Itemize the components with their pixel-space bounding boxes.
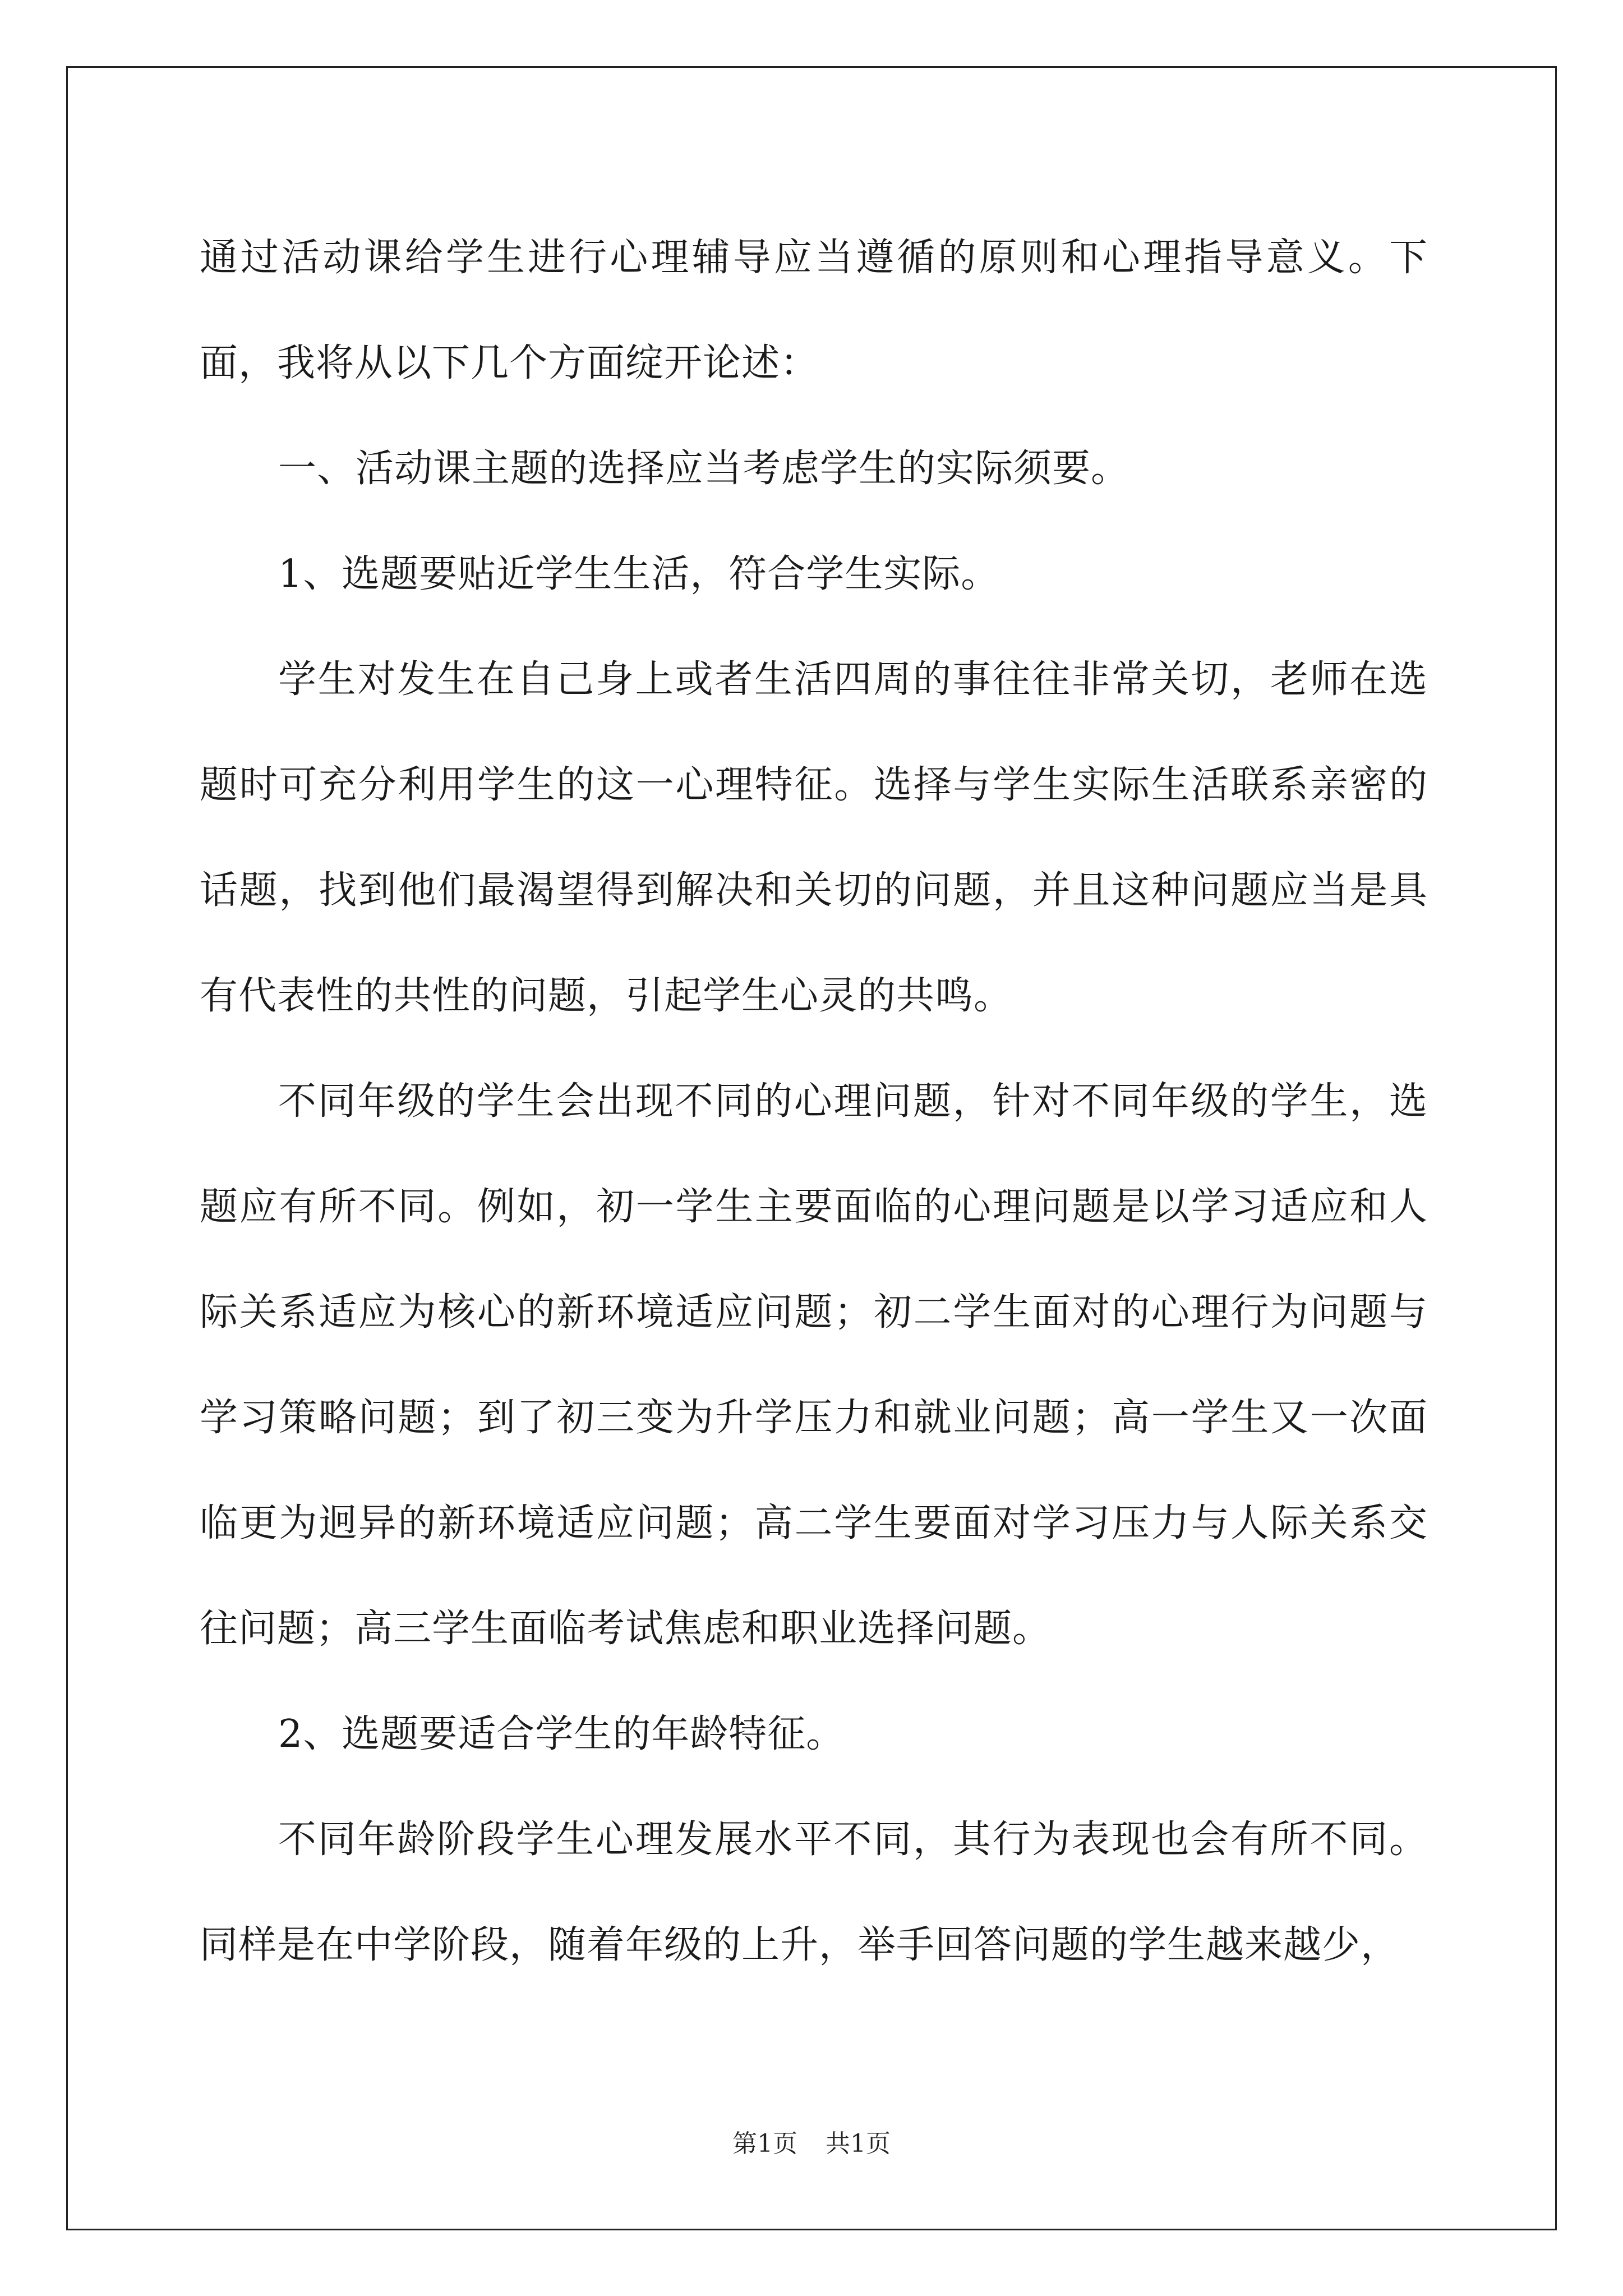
subheading-point-two: 2、选题要适合学生的年龄特征。 [278, 1712, 845, 1756]
page-total: 共1页 [826, 2129, 891, 2158]
paragraph-intro: 通过活动课给学生进行心理辅导应当遵循的原则和心理指导意义。下面，我将从以下几个方面绽开论述： [200, 236, 1428, 385]
paragraph-body: 不同年龄阶段学生心理发展水平不同，其行为表现也会有所不同。同样是在中学阶段，随着年级的上升，举手回答问题的学生越来越少， [200, 1818, 1428, 1967]
paragraph-body: 不同年级的学生会出现不同的心理问题，针对不同年级的学生，选题应有所不同。例如，初一学生主要面临的心理问题是以学习适应和人际关系适应为核心的新环境适应问题；初二学生面对的心理行为问题与学习策略问题；到了初三变为升学压力和就业问题；高一学生又一次面临更为迥异的新环境适应问题；高二学生要面对学习压力与人际关系交往问题；高三学生面临考试焦虑和职业选择问题。 [200, 1079, 1428, 1651]
heading-section-one: 一、活动课主题的选择应当考虑学生的实际须要。 [278, 447, 1130, 491]
page-number: 第1页 [732, 2129, 797, 2158]
page-footer [0, 2127, 1623, 2161]
paragraph-body: 学生对发生在自己身上或者生活四周的事往往非常关切，老师在选题时可充分利用学生的这一心理特征。选择与学生实际生活联系亲密的话题，找到他们最渴望得到解决和关切的问题，并且这种问题应当是具有代表性的共性的问题，引起学生心灵的共鸣。 [200, 657, 1428, 1018]
document-body [200, 205, 1428, 1998]
subheading-point-one: 1、选题要贴近学生生活，符合学生实际。 [278, 552, 1000, 596]
